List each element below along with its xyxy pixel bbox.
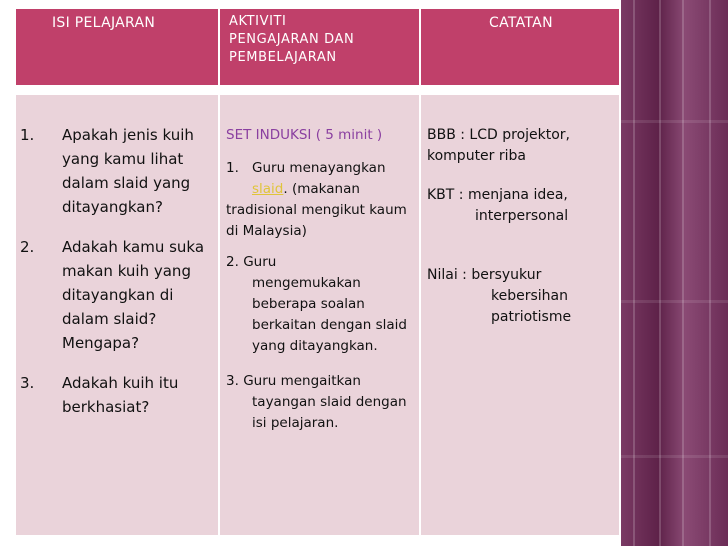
- header-activities-line2: PENGAJARAN DAN: [229, 32, 355, 47]
- header-notes: CATATAN: [420, 8, 620, 86]
- note-bbb: BBB : LCD projektor, komputer riba: [427, 127, 571, 164]
- note-nilai-line2: kebersihan: [491, 288, 568, 304]
- header-activities: [219, 8, 420, 86]
- set-induction-title: SET INDUKSI ( 5 minit ): [226, 127, 383, 143]
- content-cell: [15, 94, 219, 536]
- note-nilai-line3: patriotisme: [491, 309, 572, 325]
- list-item: 2. Adakah kamu suka makan kuih yang ditayangkan di dalam slaid? Mengapa?: [20, 238, 205, 352]
- list-item: 1. Apakah jenis kuih yang kamu lihat dalam slaid yang ditayangkan?: [20, 126, 194, 216]
- activity-step-3: 3. Guru mengaitkan tayangan slaid dengan isi pelajaran.: [226, 373, 407, 431]
- activity-step-1: 1. Guru menayangkan: [226, 160, 386, 176]
- note-kbt-line1: KBT : menjana idea,: [427, 187, 568, 203]
- blank-highlight: slaid: [252, 181, 284, 197]
- note-nilai-line1: Nilai : bersyukur: [427, 267, 542, 283]
- activities-cell: SET INDUKSI ( 5 minit ) 1. Guru menayangkan slaid. (makanan tradisional mengikut kaum di Malaysia) 2. Guru mengemukakan beberapa soalan berkaitan dengan slaid yang ditayangkan. 3. Guru mengaitkan tayangan slaid dengan isi pelajaran.: [219, 94, 420, 536]
- activity-step-2: 2. Guru mengemukakan beberapa soalan berkaitan dengan slaid yang ditayangkan.: [226, 254, 407, 354]
- header-content: ISI PELAJARAN: [15, 8, 219, 86]
- side-decoration: [621, 0, 728, 546]
- question-list: [16, 95, 218, 419]
- lesson-plan-table: [14, 7, 621, 537]
- header-activities-line3: PEMBELAJARAN: [229, 50, 337, 65]
- note-kbt-line2: interpersonal: [475, 208, 569, 224]
- header-activities-line1: AKTIVITI: [229, 14, 287, 29]
- list-item: 3. Adakah kuih itu berkhasiat?: [20, 374, 179, 416]
- notes-cell: [420, 94, 620, 536]
